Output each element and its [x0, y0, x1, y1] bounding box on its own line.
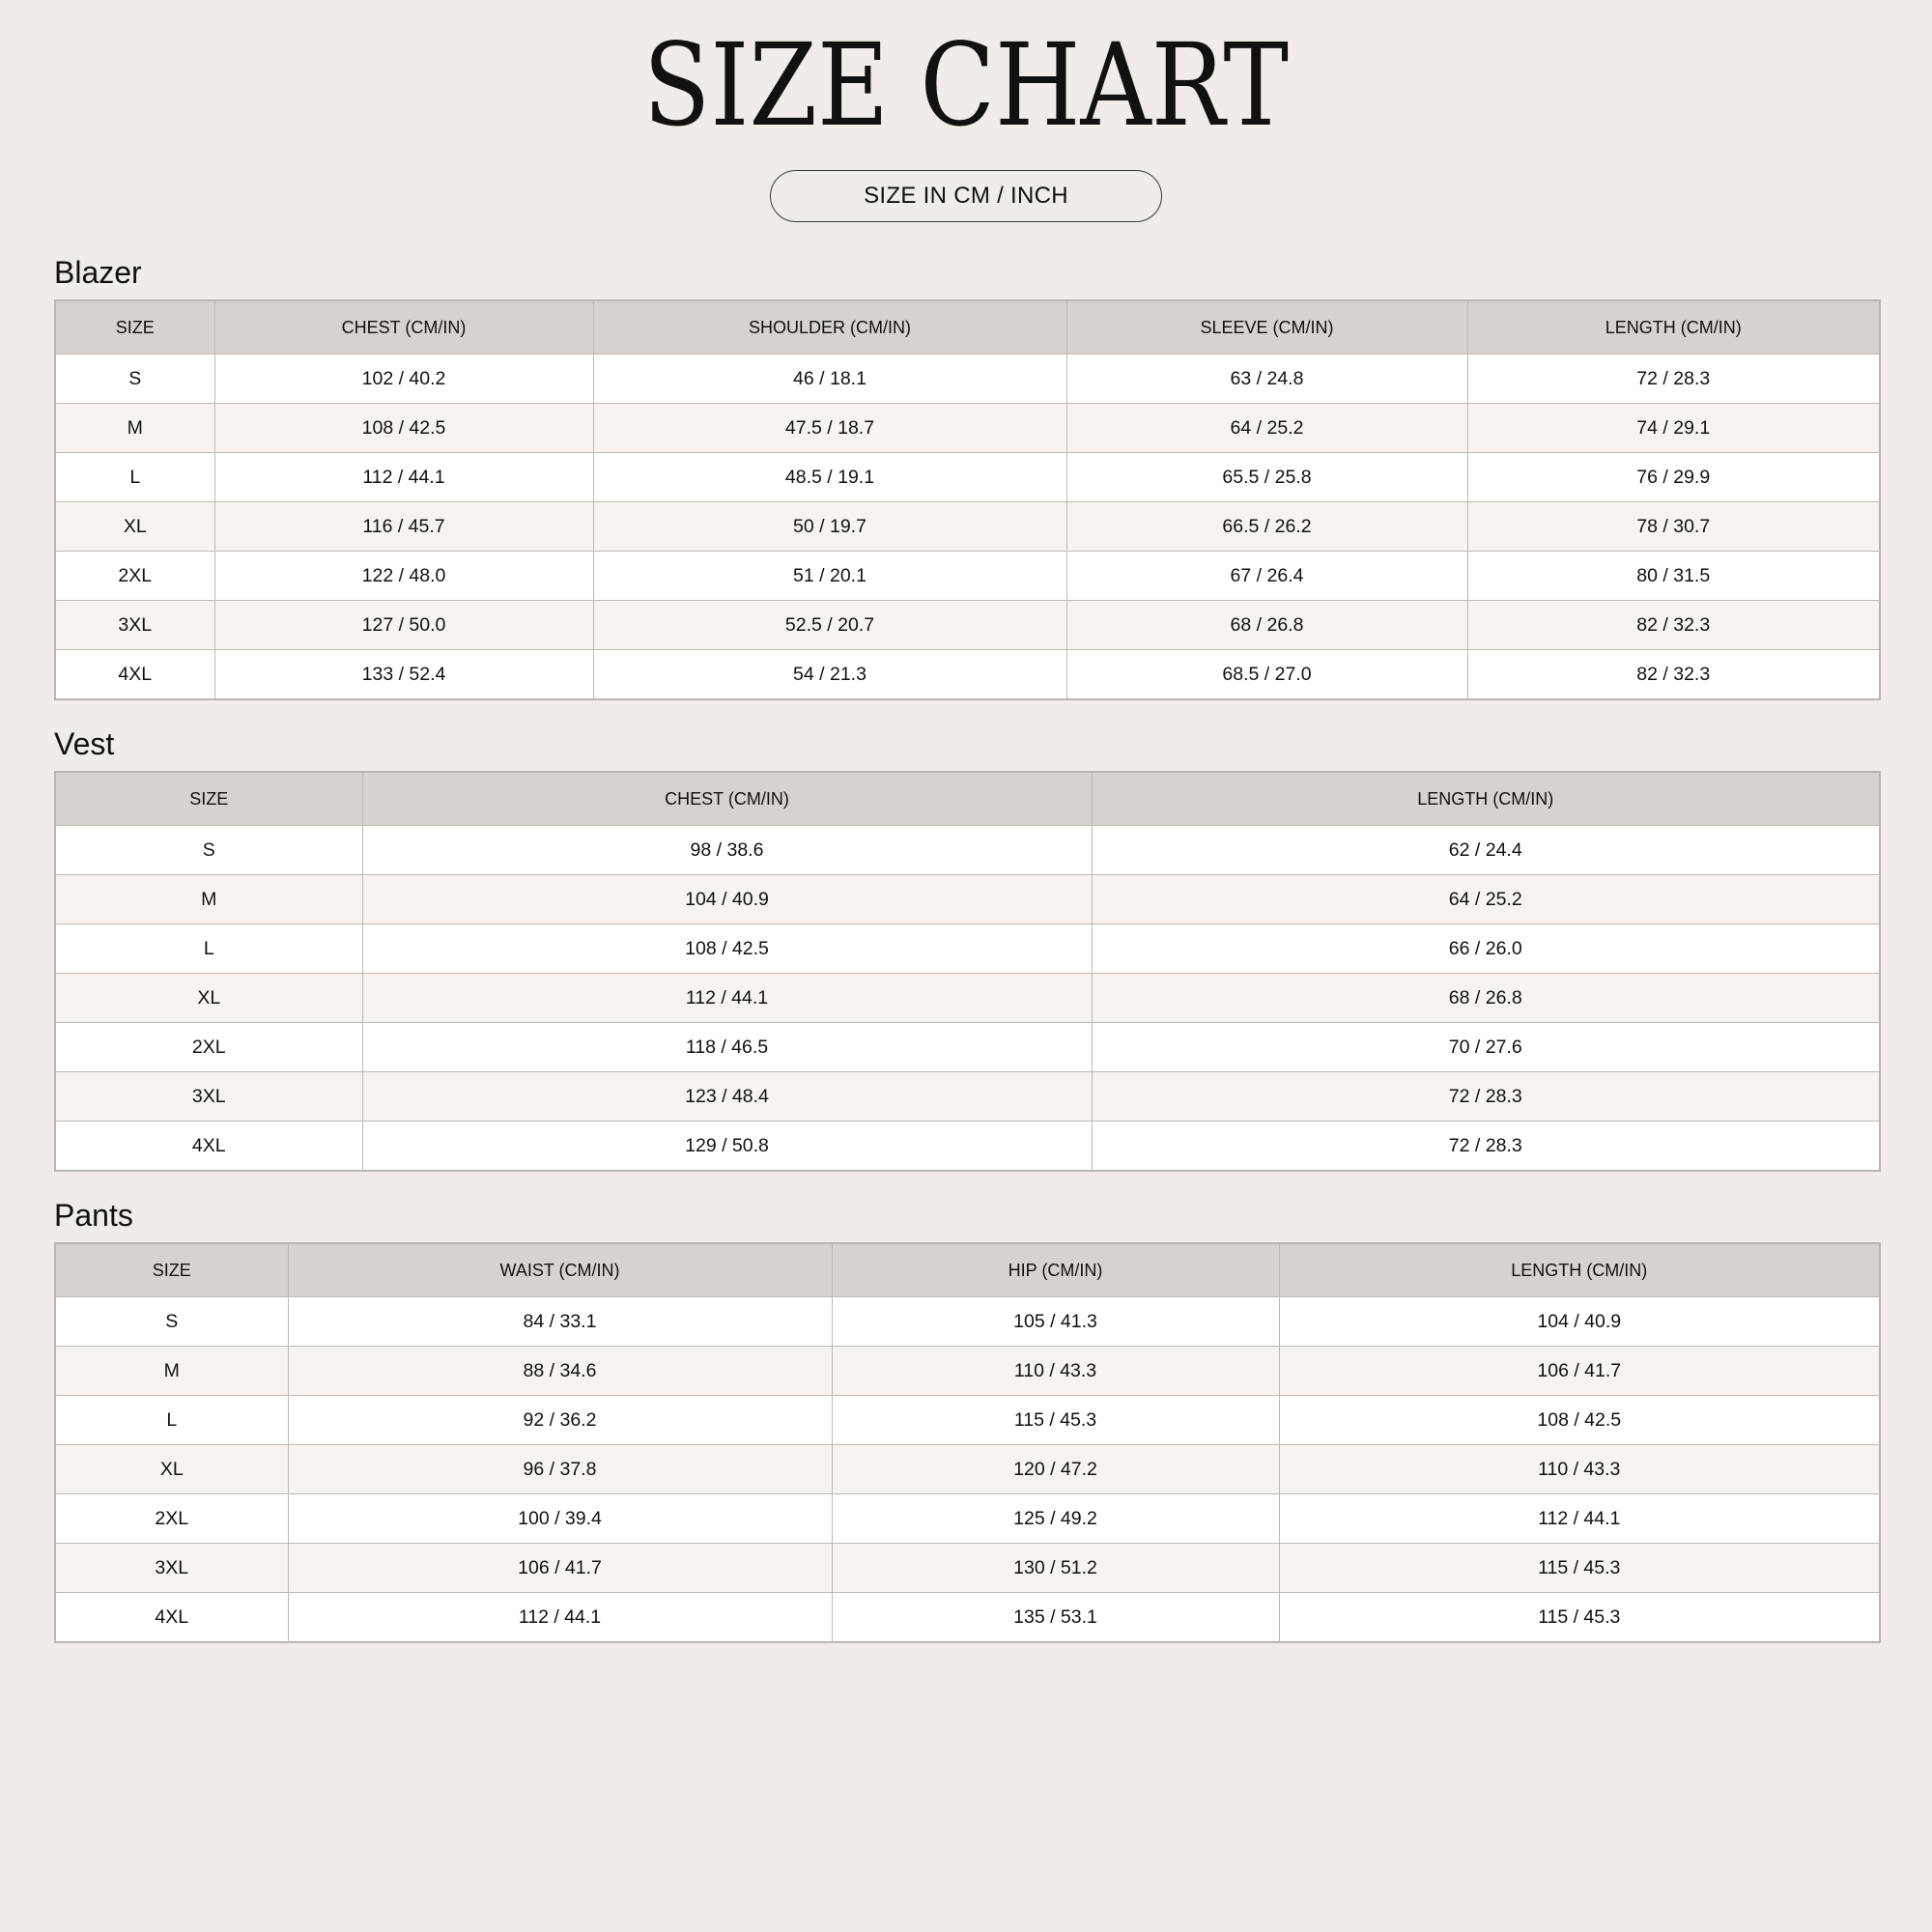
- column-header: LENGTH (CM/IN): [1467, 300, 1880, 355]
- table-row: [55, 355, 1880, 404]
- measurement-cell: 112 / 44.1: [1279, 1494, 1880, 1544]
- measurement-cell: 64 / 25.2: [1066, 404, 1467, 453]
- size-cell: M: [55, 1347, 288, 1396]
- measurement-cell: 108 / 42.5: [214, 404, 593, 453]
- column-header: WAIST (CM/IN): [288, 1243, 832, 1297]
- column-header: CHEST (CM/IN): [362, 772, 1092, 826]
- measurement-cell: 108 / 42.5: [1279, 1396, 1880, 1445]
- measurement-cell: 116 / 45.7: [214, 502, 593, 552]
- measurement-cell: 82 / 32.3: [1467, 650, 1880, 700]
- table-row: [55, 875, 1880, 924]
- table-row: [55, 1593, 1880, 1643]
- measurement-cell: 92 / 36.2: [288, 1396, 832, 1445]
- column-header: SIZE: [55, 1243, 288, 1297]
- measurement-cell: 104 / 40.9: [362, 875, 1092, 924]
- measurement-cell: 68.5 / 27.0: [1066, 650, 1467, 700]
- size-cell: 2XL: [55, 552, 214, 601]
- measurement-cell: 65.5 / 25.8: [1066, 453, 1467, 502]
- measurement-cell: 125 / 49.2: [832, 1494, 1279, 1544]
- measurement-cell: 129 / 50.8: [362, 1122, 1092, 1172]
- measurement-cell: 72 / 28.3: [1092, 1122, 1880, 1172]
- measurement-cell: 110 / 43.3: [1279, 1445, 1880, 1494]
- measurement-cell: 96 / 37.8: [288, 1445, 832, 1494]
- size-cell: 3XL: [55, 1072, 362, 1122]
- size-cell: 3XL: [55, 601, 214, 650]
- measurement-cell: 112 / 44.1: [362, 974, 1092, 1023]
- table-row: [55, 924, 1880, 974]
- vest-size-table: [54, 771, 1881, 1172]
- table-row: [55, 1494, 1880, 1544]
- measurement-cell: 64 / 25.2: [1092, 875, 1880, 924]
- measurement-cell: 66.5 / 26.2: [1066, 502, 1467, 552]
- unit-note-badge: SIZE IN CM / INCH: [770, 170, 1162, 222]
- measurement-cell: 70 / 27.6: [1092, 1023, 1880, 1072]
- table-header-row: [55, 1243, 1880, 1297]
- size-cell: XL: [55, 502, 214, 552]
- measurement-cell: 88 / 34.6: [288, 1347, 832, 1396]
- measurement-cell: 72 / 28.3: [1092, 1072, 1880, 1122]
- table-row: [55, 826, 1880, 875]
- measurement-cell: 46 / 18.1: [593, 355, 1066, 404]
- blazer-size-table: [54, 299, 1881, 700]
- measurement-cell: 133 / 52.4: [214, 650, 593, 700]
- measurement-cell: 108 / 42.5: [362, 924, 1092, 974]
- size-cell: XL: [55, 1445, 288, 1494]
- measurement-cell: 84 / 33.1: [288, 1297, 832, 1347]
- measurement-cell: 106 / 41.7: [288, 1544, 832, 1593]
- measurement-cell: 115 / 45.3: [832, 1396, 1279, 1445]
- table-row: [55, 1023, 1880, 1072]
- measurement-cell: 115 / 45.3: [1279, 1593, 1880, 1643]
- table-row: [55, 552, 1880, 601]
- measurement-cell: 47.5 / 18.7: [593, 404, 1066, 453]
- measurement-cell: 54 / 21.3: [593, 650, 1066, 700]
- section-title-pants: Pants: [54, 1198, 133, 1233]
- section-title-vest: Vest: [54, 726, 115, 761]
- table-row: [55, 1544, 1880, 1593]
- measurement-cell: 105 / 41.3: [832, 1297, 1279, 1347]
- table-row: [55, 650, 1880, 700]
- measurement-cell: 82 / 32.3: [1467, 601, 1880, 650]
- table-row: [55, 1396, 1880, 1445]
- size-cell: L: [55, 453, 214, 502]
- size-cell: 4XL: [55, 1122, 362, 1172]
- column-header: SHOULDER (CM/IN): [593, 300, 1066, 355]
- measurement-cell: 74 / 29.1: [1467, 404, 1880, 453]
- measurement-cell: 51 / 20.1: [593, 552, 1066, 601]
- measurement-cell: 76 / 29.9: [1467, 453, 1880, 502]
- size-cell: 2XL: [55, 1023, 362, 1072]
- size-cell: 2XL: [55, 1494, 288, 1544]
- measurement-cell: 110 / 43.3: [832, 1347, 1279, 1396]
- measurement-cell: 48.5 / 19.1: [593, 453, 1066, 502]
- table-row: [55, 1072, 1880, 1122]
- measurement-cell: 78 / 30.7: [1467, 502, 1880, 552]
- measurement-cell: 63 / 24.8: [1066, 355, 1467, 404]
- size-cell: 4XL: [55, 1593, 288, 1643]
- page-title: SIZE CHART: [642, 18, 1290, 152]
- measurement-cell: 115 / 45.3: [1279, 1544, 1880, 1593]
- measurement-cell: 120 / 47.2: [832, 1445, 1279, 1494]
- column-header: CHEST (CM/IN): [214, 300, 593, 355]
- column-header: LENGTH (CM/IN): [1279, 1243, 1880, 1297]
- measurement-cell: 122 / 48.0: [214, 552, 593, 601]
- table-row: [55, 1347, 1880, 1396]
- table-row: [55, 1297, 1880, 1347]
- size-cell: 3XL: [55, 1544, 288, 1593]
- section-title-blazer: Blazer: [54, 255, 142, 290]
- table-header-row: [55, 772, 1880, 826]
- column-header: SIZE: [55, 300, 214, 355]
- size-cell: M: [55, 404, 214, 453]
- measurement-cell: 52.5 / 20.7: [593, 601, 1066, 650]
- measurement-cell: 100 / 39.4: [288, 1494, 832, 1544]
- measurement-cell: 106 / 41.7: [1279, 1347, 1880, 1396]
- table-row: [55, 601, 1880, 650]
- measurement-cell: 68 / 26.8: [1066, 601, 1467, 650]
- table-header-row: [55, 300, 1880, 355]
- column-header: SLEEVE (CM/IN): [1066, 300, 1467, 355]
- column-header: LENGTH (CM/IN): [1092, 772, 1880, 826]
- table-row: [55, 1445, 1880, 1494]
- measurement-cell: 112 / 44.1: [288, 1593, 832, 1643]
- measurement-cell: 130 / 51.2: [832, 1544, 1279, 1593]
- size-cell: L: [55, 924, 362, 974]
- measurement-cell: 62 / 24.4: [1092, 826, 1880, 875]
- measurement-cell: 112 / 44.1: [214, 453, 593, 502]
- measurement-cell: 135 / 53.1: [832, 1593, 1279, 1643]
- size-cell: XL: [55, 974, 362, 1023]
- table-row: [55, 974, 1880, 1023]
- measurement-cell: 123 / 48.4: [362, 1072, 1092, 1122]
- measurement-cell: 50 / 19.7: [593, 502, 1066, 552]
- measurement-cell: 67 / 26.4: [1066, 552, 1467, 601]
- size-cell: S: [55, 355, 214, 404]
- measurement-cell: 68 / 26.8: [1092, 974, 1880, 1023]
- column-header: SIZE: [55, 772, 362, 826]
- measurement-cell: 118 / 46.5: [362, 1023, 1092, 1072]
- measurement-cell: 104 / 40.9: [1279, 1297, 1880, 1347]
- table-row: [55, 1122, 1880, 1172]
- size-cell: 4XL: [55, 650, 214, 700]
- measurement-cell: 66 / 26.0: [1092, 924, 1880, 974]
- size-cell: S: [55, 826, 362, 875]
- size-cell: S: [55, 1297, 288, 1347]
- measurement-cell: 127 / 50.0: [214, 601, 593, 650]
- table-row: [55, 404, 1880, 453]
- size-cell: M: [55, 875, 362, 924]
- table-row: [55, 502, 1880, 552]
- size-cell: L: [55, 1396, 288, 1445]
- pants-size-table: [54, 1242, 1881, 1643]
- measurement-cell: 98 / 38.6: [362, 826, 1092, 875]
- table-row: [55, 453, 1880, 502]
- measurement-cell: 72 / 28.3: [1467, 355, 1880, 404]
- measurement-cell: 80 / 31.5: [1467, 552, 1880, 601]
- column-header: HIP (CM/IN): [832, 1243, 1279, 1297]
- measurement-cell: 102 / 40.2: [214, 355, 593, 404]
